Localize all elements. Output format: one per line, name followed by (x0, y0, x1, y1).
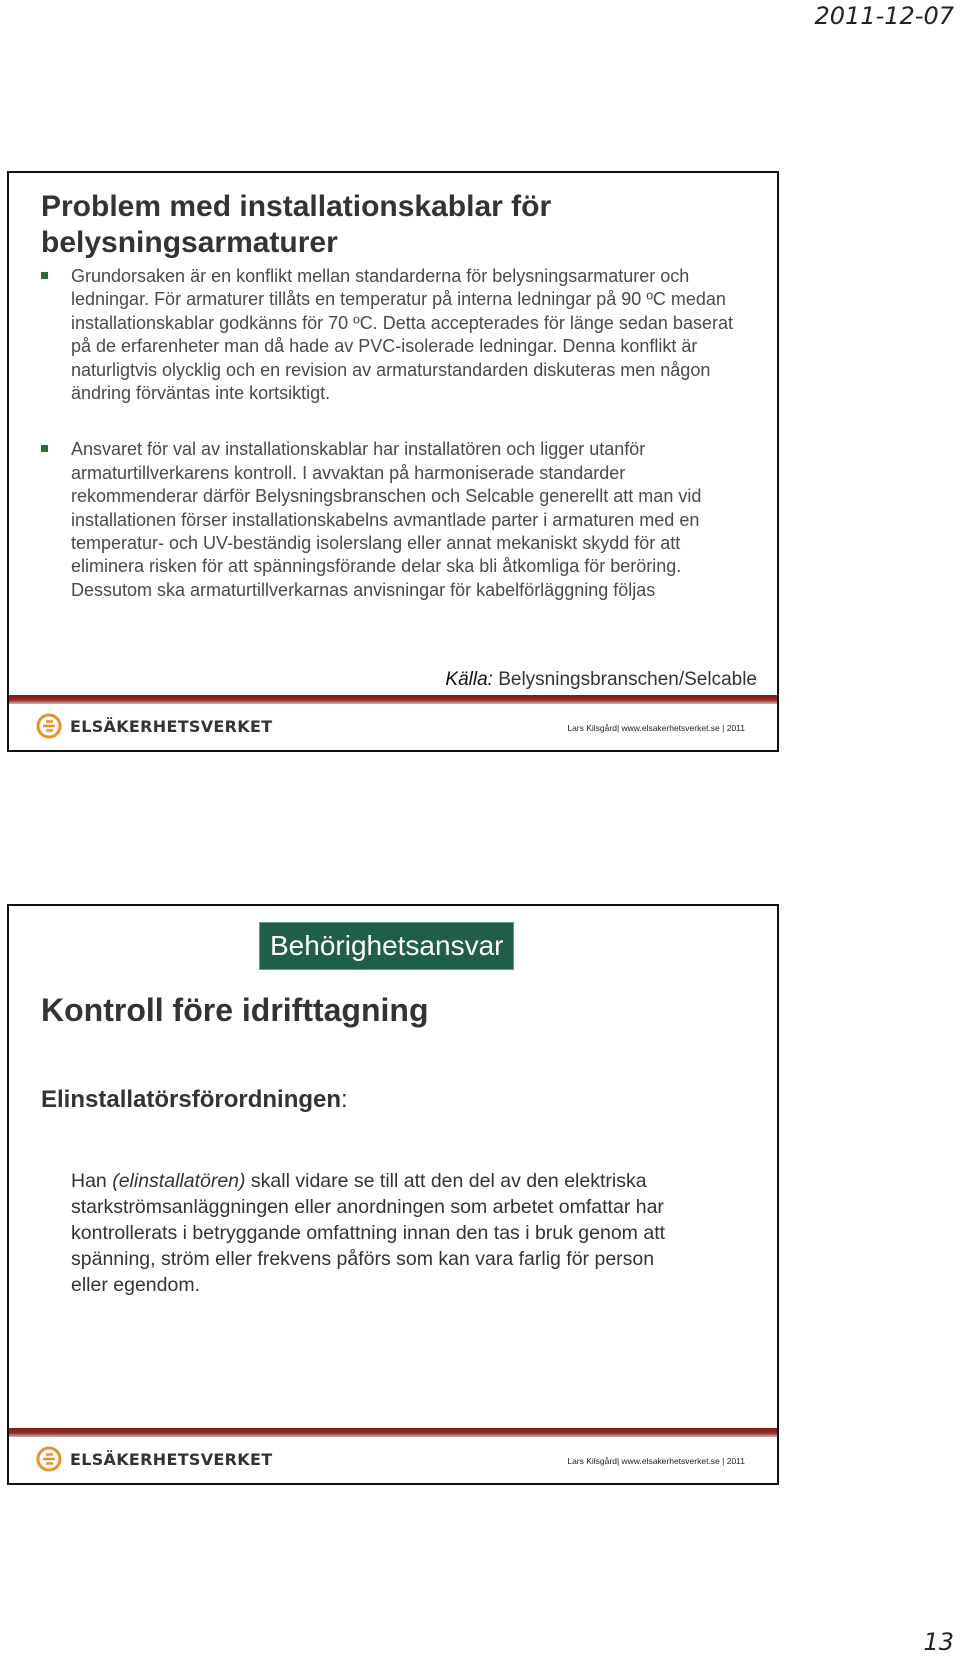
page-date: 2011-12-07 (814, 2, 954, 30)
footer-credit: Lars Kilsgård| www.elsakerhetsverket.se | 2011 (567, 723, 745, 733)
slide-footer (9, 695, 777, 750)
bullet-list (37, 265, 757, 602)
bullet-square-icon (41, 445, 48, 452)
slide-installation-cables (7, 171, 779, 752)
regulation-quote (71, 1168, 671, 1298)
logo (36, 1444, 272, 1474)
subheading-colon: : (341, 1086, 348, 1113)
elsakerhetsverket-logo-icon (36, 713, 62, 739)
slide-title-line1: Problem med installationskablar för (41, 190, 552, 223)
logo (36, 711, 272, 741)
logo-text: ELSÄKERHETSVERKET (70, 1449, 273, 1469)
slide-footer (9, 1428, 777, 1483)
slide-title-line2: belysningsarmaturer (41, 226, 338, 259)
bullet-item (37, 265, 757, 405)
bullet-square-icon (41, 272, 48, 279)
subheading-text: Elinstallatörsförordningen (41, 1086, 342, 1113)
footer-stripe (9, 695, 777, 704)
elsakerhetsverket-logo-icon (36, 1446, 62, 1472)
slide-commissioning-check (7, 904, 779, 1485)
slide-title (41, 189, 551, 261)
subheading (41, 1086, 348, 1114)
footer-credit: Lars Kilsgård| www.elsakerhetsverket.se | 2011 (567, 1456, 745, 1466)
slide-title: Kontroll före idrifttagning (41, 992, 429, 1028)
quote-italic: (elinstallatören) (112, 1170, 246, 1192)
quote-rest: skall vidare se till att den del av den elektriska starkströmsanläggningen eller anordningen som arbetet omfattar har kontrollerats i betryggande omfattning innan den tas i bruk genom att spänning, ström eller frekvens påförs som kan vara farlig för person eller egendom. (71, 1170, 666, 1296)
quote-start: Han (71, 1170, 113, 1192)
bullet-text: Ansvaret för val av installationskablar har installatören och ligger utanför armaturtillverkarens kontroll. I avvaktan på harmoniserade standarder rekommenderar därför Belysningsbranschen och Selcable generellt att man vid installationen förser installationskabelns avmantlade parter i armaturen med en temperatur- och UV-beständig isolerslang eller annat mekaniskt skydd för att eliminera risken för att spänningsförande delar ska bli åtkomliga för beröring. Dessutom ska armaturtillverkarnas anvisningar för kabelförläggning följas (71, 439, 702, 600)
bullet-item (37, 438, 757, 602)
bullet-text: Grundorsaken är en konflikt mellan standarderna för belysningsarmaturer och ledningar. För armaturer tillåts en temperatur på interna ledningar på 90 ºC medan installationskablar godkänns för 70 ºC. Detta accepterades för länge sedan baserat på de erfarenheter man då hade av PVC-isolerade ledningar. Denna konflikt är naturligtvis olycklig och en revision av armaturstandarden diskuteras men någon ändring förväntas inte kortsiktigt. (71, 266, 733, 404)
source-citation (445, 669, 757, 691)
footer-stripe (9, 1428, 777, 1437)
page-number: 13 (923, 1628, 954, 1656)
logo-text: ELSÄKERHETSVERKET (70, 716, 273, 736)
badge-behorighetsansvar: Behörighetsansvar (259, 922, 514, 970)
source-value: Belysningsbranschen/Selcable (492, 669, 757, 690)
source-label: Källa: (445, 669, 493, 690)
